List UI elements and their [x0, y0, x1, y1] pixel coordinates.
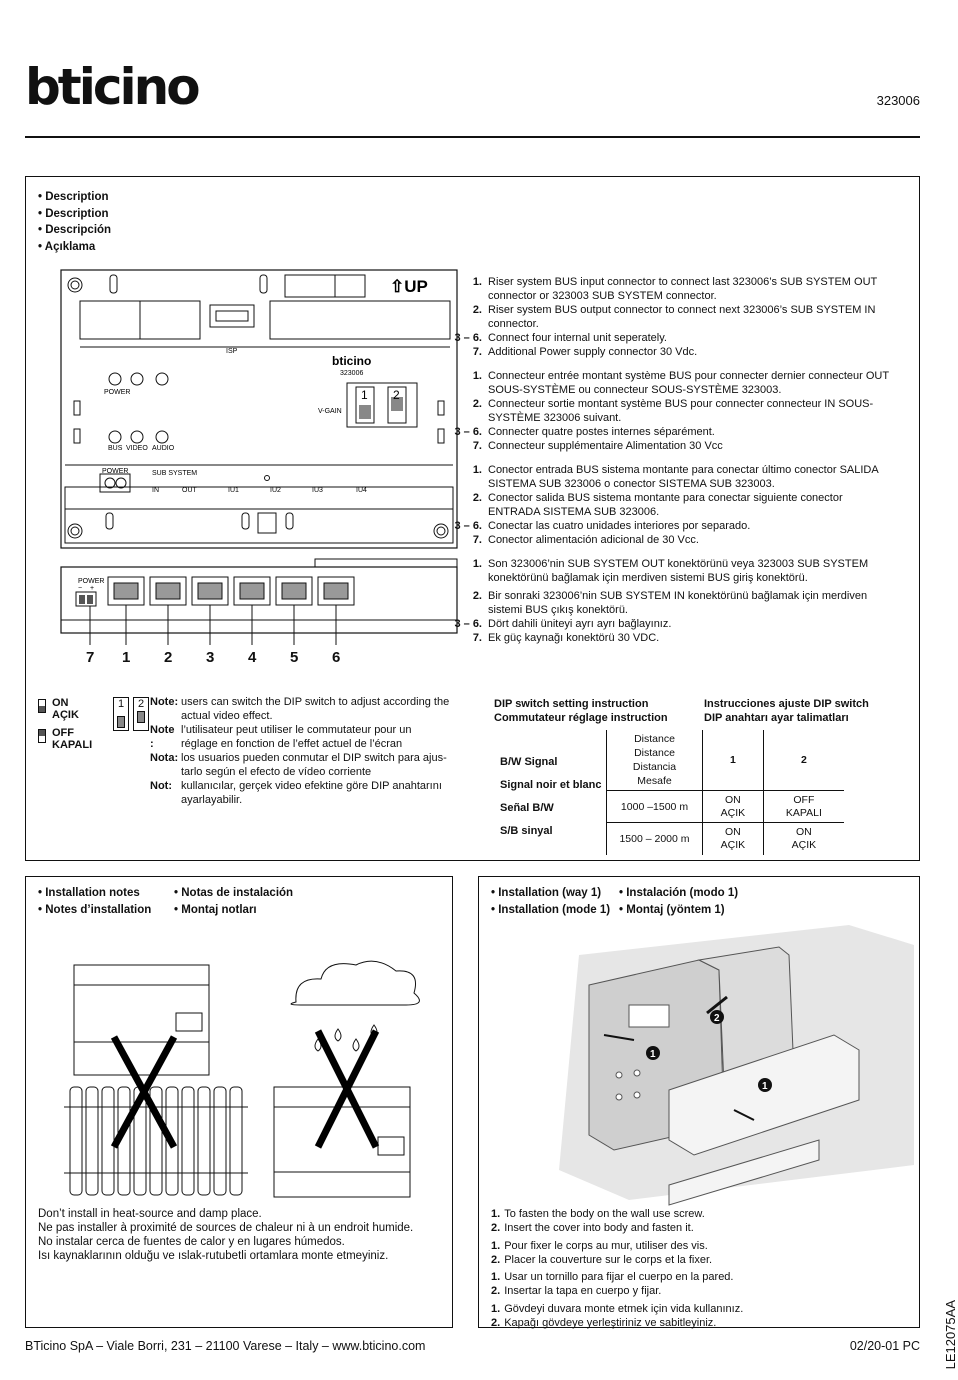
on-label: ON	[52, 697, 69, 709]
device-side-drawing	[60, 557, 460, 657]
video-led-label: VIDEO	[126, 445, 148, 452]
item-number: 1.	[472, 558, 482, 570]
description-group-en	[454, 275, 894, 359]
steps-es	[491, 1270, 911, 1299]
setting-text: ON	[796, 825, 812, 838]
subsystem-label: SUB SYSTEM	[152, 470, 198, 477]
item-number: 3 – 6.	[454, 332, 482, 344]
setting-text: ON	[725, 825, 741, 838]
distance-head-text: Mesafe	[637, 775, 672, 787]
note-key: Note :	[150, 724, 175, 750]
iu2-label: IU2	[270, 487, 281, 494]
item-text: Riser system BUS output connector to connect next 323006’s SUB SYSTEM IN connector.	[488, 304, 876, 330]
item-number: 1.	[472, 370, 482, 382]
connector-numbers	[60, 651, 460, 671]
install-notes-headings-right	[174, 885, 293, 918]
bus-led-label: BUS	[108, 445, 123, 452]
item-text: Conector alimentación adicional de 30 Vcc.	[488, 534, 699, 546]
distance-head-text: Distancia	[632, 761, 677, 773]
dip1-number: 1	[117, 698, 125, 710]
dip-title: DIP switch setting instruction	[494, 698, 649, 710]
power-led-label: POWER	[104, 389, 131, 396]
note-text: users can switch the DIP switch to adjust according the actual video effect.	[181, 696, 450, 722]
heading: • Açıklama	[38, 239, 111, 256]
header-rule	[25, 136, 920, 138]
step-text: To fasten the body on the wall use screw.	[504, 1208, 705, 1220]
item-text: Connecter quatre postes internes séparément.	[488, 426, 715, 438]
heading: • Description	[38, 189, 111, 206]
item-number: 2.	[472, 590, 482, 602]
heading: • Montaj (yöntem 1)	[619, 902, 738, 919]
table-row	[607, 791, 845, 823]
on-label-tr: AÇIK	[52, 709, 79, 721]
step-text: Usar un tornillo para fijar el cuerpo en la pared.	[504, 1271, 734, 1284]
item-text: Son 323006’nin SUB SYSTEM OUT konektörünü veya 323003 SUB SYSTEM konektörünü bağlamak için merdiven sistemi BUS giriş konektörü.	[488, 558, 869, 584]
off-symbol	[38, 729, 46, 743]
installation-way-section	[478, 876, 920, 1328]
col-1-head: 1	[703, 730, 764, 791]
step-number: 2.	[491, 1253, 501, 1266]
connector-number: 2	[164, 649, 173, 666]
step-text: Placer la couverture sur le corps et la fixer.	[504, 1253, 713, 1266]
dip-title: Commutateur réglage instruction	[494, 712, 668, 724]
description-group-tr	[454, 557, 894, 645]
heading: • Notas de instalación	[174, 885, 293, 902]
signal-label: Señal B/W	[500, 802, 554, 814]
dip1-diagram	[113, 697, 129, 731]
on-symbol	[38, 699, 46, 713]
sub-in-label: IN	[152, 487, 159, 494]
note-text: l’utilisateur peut utiliser le commutateur pour un réglage en fonction de l’effet actuel de l’écran	[181, 724, 412, 750]
distance-cell: 1000 –1500 m	[607, 791, 703, 823]
dip2-label: 2	[393, 388, 400, 402]
table-row	[607, 823, 845, 855]
vgain-label: V-GAIN	[318, 408, 342, 415]
connector-number: 3	[206, 649, 215, 666]
callout-2: 2	[714, 1013, 720, 1024]
item-text: Conector salida BUS sistema montante para conectar siguiente conector ENTRADA SISTEMA SUB 323006.	[488, 492, 843, 518]
item-text: Riser system BUS input connector to connect last 323006’s SUB SYSTEM OUT connector or 323003 SUB SYSTEM connector.	[488, 276, 878, 302]
item-text: Connect four internal unit seperately.	[488, 332, 667, 344]
heading: • Notes d’installation	[38, 902, 151, 919]
dip-notes	[150, 695, 450, 807]
callout-1b: 1	[762, 1081, 768, 1092]
dip2-diagram	[133, 697, 149, 731]
heading: • Description	[38, 206, 111, 223]
side-minus-label: −	[78, 585, 83, 592]
dip-table	[606, 730, 844, 855]
off-label: OFF	[52, 727, 74, 739]
item-number: 7.	[472, 346, 482, 358]
item-text: Connecteur entrée montant système BUS pour connecter dernier connecteur OUT SOUS-SYSTÈME ou connecteur SOUS-SYSTÈME 323003.	[488, 370, 889, 396]
connector-number: 1	[122, 649, 131, 666]
note-text: kullanıcılar, gerçek video efektine göre DIP anahtarını ayarlayabilir.	[181, 780, 442, 806]
step-text: Kapağı gövdeye yerleştiriniz ve sabitleyiniz.	[504, 1317, 717, 1330]
note-key: Nota:	[150, 752, 179, 764]
item-text: Conector entrada BUS sistema montante para conectar último conector SALIDA SISTEMA SUB 323006 o conector SISTEMA SUB 323003.	[488, 464, 879, 490]
document-code: LE12075AA	[943, 1300, 958, 1370]
iu1-label: IU1	[228, 487, 239, 494]
off-label-tr: KAPALI	[52, 739, 93, 751]
footer-date: 02/20-01 PC	[849, 1339, 920, 1353]
description-group-fr	[454, 369, 894, 453]
sub-out-label: OUT	[182, 487, 197, 494]
connector-number: 7	[86, 649, 95, 666]
setting-cell	[763, 823, 844, 855]
item-number: 2.	[472, 398, 482, 410]
dip-title: DIP anahtarı ayar talimatları	[704, 712, 849, 724]
step-number: 1.	[491, 1302, 501, 1315]
setting-text: AÇIK	[720, 838, 746, 851]
description-group-es	[454, 463, 894, 547]
iu3-label: IU3	[312, 487, 323, 494]
description-headings	[38, 189, 111, 255]
step-text: Insert the cover into body and fasten it.	[504, 1222, 694, 1235]
heading: • Installation (way 1)	[491, 885, 610, 902]
item-number: 1.	[472, 464, 482, 476]
distance-head-text: Distance	[634, 733, 675, 745]
up-arrow-label: ⇧UP	[390, 277, 428, 296]
item-number: 7.	[472, 440, 482, 452]
install-way-headings-left	[491, 885, 610, 918]
device-front-drawing	[60, 269, 460, 549]
col-2-head: 2	[763, 730, 844, 791]
setting-cell	[703, 791, 764, 823]
item-number: 3 – 6.	[454, 618, 482, 630]
product-code: 323006	[876, 93, 920, 108]
step-text: Insertar la tapa en cuerpo y fijar.	[504, 1285, 662, 1298]
device-code: 323006	[340, 370, 364, 377]
warning-text: Don’t install in heat-source and damp place.	[38, 1208, 262, 1220]
steps-tr	[491, 1302, 911, 1331]
dip-legend	[38, 695, 148, 775]
item-text: Bir sonraki 323006’nin SUB SYSTEM IN konektörünü bağlamak için merdiven sistemi BUS çıkış konektörü.	[488, 590, 868, 616]
setting-text: ON	[725, 793, 741, 806]
dip1-label: 1	[361, 388, 368, 402]
signal-label: S/B sinyal	[500, 825, 553, 837]
dip-title: Instrucciones ajuste DIP switch	[704, 698, 869, 710]
device-brand: bticino	[332, 354, 372, 368]
heading: • Installation (mode 1)	[491, 902, 610, 919]
setting-text: KAPALI	[785, 806, 822, 819]
distance-head	[607, 730, 703, 791]
step-number: 1.	[491, 1271, 501, 1284]
heading: • Descripción	[38, 222, 111, 239]
distance-head-text: Distance	[634, 747, 675, 759]
item-number: 7.	[472, 632, 482, 644]
item-number: 3 – 6.	[454, 426, 482, 438]
side-plus-label: +	[90, 585, 95, 592]
heading: • Montaj notları	[174, 902, 293, 919]
step-text: Gövdeyi duvara monte etmek için vida kullanınız.	[504, 1302, 744, 1315]
distance-cell: 1500 – 2000 m	[607, 823, 703, 855]
steps-fr	[491, 1239, 911, 1268]
side-power-label: POWER	[78, 578, 105, 585]
install-steps	[491, 1207, 911, 1333]
warning-text: Ne pas installer à proximité de sources de chaleur ni à un endroit humide.	[38, 1222, 414, 1234]
signal-labels	[500, 751, 601, 843]
connector-number: 4	[248, 649, 257, 666]
step-number: 1.	[491, 1239, 501, 1252]
item-text: Connecteur sortie montant système BUS pour connecter connecteur IN SOUS-SYSTÈME 323006 suivant.	[488, 398, 874, 424]
install-warnings	[38, 1207, 413, 1263]
isp-label: ISP	[226, 348, 238, 355]
item-number: 7.	[472, 534, 482, 546]
step-number: 2.	[491, 1285, 501, 1298]
step-number: 2.	[491, 1317, 501, 1330]
power-conn-label: POWER	[102, 468, 129, 475]
warning-text: Isı kaynaklarının olduğu ve ıslak-rutubetli ortamlara monte etmeyiniz.	[38, 1250, 389, 1262]
step-number: 1.	[491, 1208, 501, 1220]
step-text: Pour fixer le corps au mur, utiliser des vis.	[504, 1239, 708, 1252]
install-way-headings-right	[619, 885, 738, 918]
setting-cell	[703, 823, 764, 855]
item-number: 1.	[472, 276, 482, 288]
installation-notes-section	[25, 876, 453, 1328]
dip2-number: 2	[137, 698, 145, 710]
item-number: 3 – 6.	[454, 520, 482, 532]
iu4-label: IU4	[356, 487, 367, 494]
signal-label: B/W Signal	[500, 756, 558, 768]
brand-logo: bticino	[25, 58, 198, 116]
setting-cell	[763, 791, 844, 823]
note-key: Note:	[150, 696, 179, 708]
item-text: Dört dahili üniteyi ayrı ayrı bağlayınız.	[488, 618, 672, 630]
item-text: Ek güç kaynağı konektörü 30 VDC.	[488, 632, 660, 644]
setting-text: AÇIK	[720, 806, 746, 819]
setting-text: AÇIK	[791, 838, 817, 851]
warning-text: No instalar cerca de fuentes de calor y en lugares húmedos.	[38, 1236, 345, 1248]
setting-text: OFF	[793, 793, 815, 806]
mounting-illustration	[519, 925, 919, 1205]
heading: • Instalación (modo 1)	[619, 885, 738, 902]
description-section	[25, 176, 920, 861]
item-text: Connecteur supplémentaire Alimentation 30 Vcc	[488, 440, 723, 452]
footer-address: BTicino SpA – Viale Borri, 231 – 21100 Varese – Italy – www.bticino.com	[25, 1339, 426, 1353]
item-number: 2.	[472, 492, 482, 504]
signal-label: Signal noir et blanc	[500, 779, 602, 791]
note-text: los usuarios pueden conmutar el DIP switch para ajus-tarlo según el efecto de vídeo corriente	[181, 752, 447, 778]
steps-en	[491, 1207, 911, 1236]
connector-number: 5	[290, 649, 299, 666]
step-number: 2.	[491, 1222, 501, 1235]
install-notes-headings-left	[38, 885, 151, 918]
item-text: Additional Power supply connector 30 Vdc.	[488, 346, 698, 358]
item-number: 2.	[472, 304, 482, 316]
note-key: Not:	[150, 780, 172, 792]
warning-illustration	[56, 947, 446, 1207]
heading: • Installation notes	[38, 885, 151, 902]
connector-number: 6	[332, 649, 341, 666]
connector-descriptions	[454, 275, 894, 655]
callout-1: 1	[650, 1049, 656, 1060]
item-text: Conectar las cuatro unidades interiores por separado.	[488, 520, 751, 532]
audio-led-label: AUDIO	[152, 445, 175, 452]
